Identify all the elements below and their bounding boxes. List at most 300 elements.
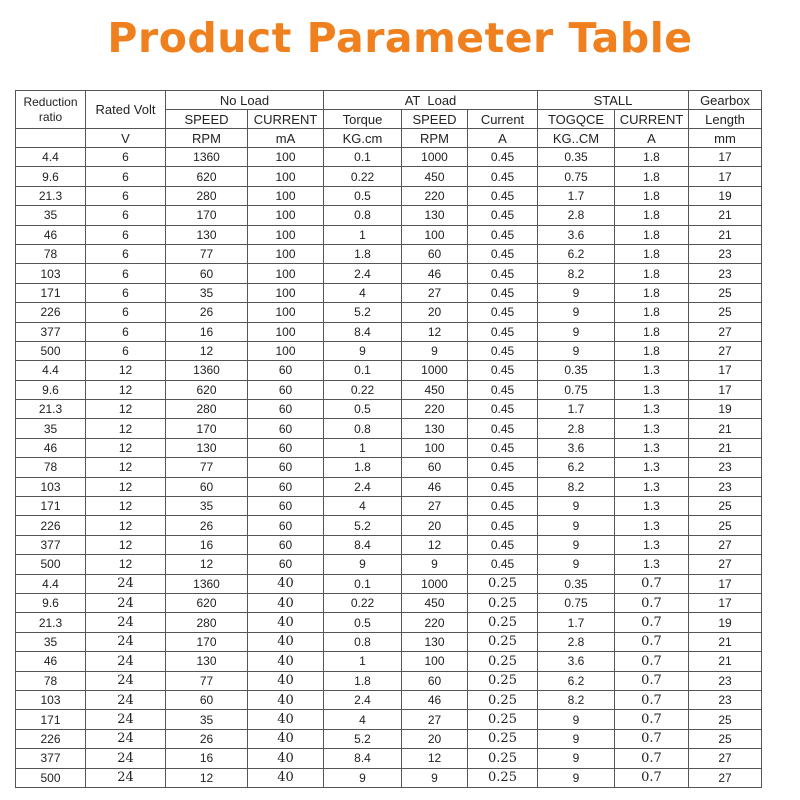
col-header-stall-torque: TOGQCE	[538, 110, 615, 129]
unit-cell-stall-current: A	[615, 129, 689, 148]
cell-reduction-ratio: 4.4	[16, 361, 86, 380]
cell-rated-volt: 24	[86, 632, 166, 651]
cell-no-load-current: 40	[248, 574, 324, 593]
cell-at-load-speed: 60	[402, 458, 468, 477]
cell-at-load-speed: 1000	[402, 574, 468, 593]
cell-at-load-current: 0.45	[468, 458, 538, 477]
cell-at-load-speed: 130	[402, 419, 468, 438]
group-header-stall: STALL	[538, 91, 689, 110]
cell-stall-torque: 9	[538, 497, 615, 516]
table-row	[16, 303, 762, 322]
cell-reduction-ratio: 500	[16, 341, 86, 360]
cell-stall-torque: 0.35	[538, 148, 615, 167]
unit-cell-no-load-current: mA	[248, 129, 324, 148]
cell-gearbox-length: 17	[689, 167, 762, 186]
cell-at-load-speed: 220	[402, 613, 468, 632]
cell-stall-torque: 9	[538, 749, 615, 768]
cell-rated-volt: 12	[86, 380, 166, 399]
col-header-rated-volt: Rated Volt	[86, 91, 166, 129]
cell-reduction-ratio: 35	[16, 632, 86, 651]
cell-at-load-speed: 450	[402, 167, 468, 186]
cell-reduction-ratio: 9.6	[16, 167, 86, 186]
unit-cell-length: mm	[689, 129, 762, 148]
cell-no-load-speed: 60	[166, 264, 248, 283]
cell-torque: 5.2	[324, 516, 402, 535]
cell-at-load-current: 0.25	[468, 613, 538, 632]
cell-reduction-ratio: 35	[16, 206, 86, 225]
cell-gearbox-length: 21	[689, 419, 762, 438]
cell-reduction-ratio: 21.3	[16, 400, 86, 419]
cell-no-load-current: 60	[248, 361, 324, 380]
cell-at-load-current: 0.45	[468, 322, 538, 341]
cell-no-load-speed: 170	[166, 419, 248, 438]
cell-stall-current: 1.8	[615, 322, 689, 341]
cell-stall-current: 1.8	[615, 341, 689, 360]
table-row	[16, 574, 762, 593]
cell-stall-torque: 6.2	[538, 458, 615, 477]
cell-no-load-speed: 620	[166, 593, 248, 612]
group-header-no-load: No Load	[166, 91, 324, 110]
cell-no-load-speed: 620	[166, 380, 248, 399]
cell-no-load-speed: 26	[166, 729, 248, 748]
table-row	[16, 244, 762, 263]
cell-torque: 4	[324, 497, 402, 516]
cell-gearbox-length: 21	[689, 438, 762, 457]
cell-no-load-speed: 12	[166, 341, 248, 360]
cell-no-load-current: 40	[248, 652, 324, 671]
cell-at-load-speed: 46	[402, 264, 468, 283]
table-row	[16, 613, 762, 632]
cell-rated-volt: 6	[86, 225, 166, 244]
cell-stall-current: 1.8	[615, 186, 689, 205]
cell-torque: 5.2	[324, 303, 402, 322]
cell-no-load-speed: 26	[166, 303, 248, 322]
table-row	[16, 768, 762, 787]
cell-reduction-ratio: 500	[16, 555, 86, 574]
cell-at-load-speed: 1000	[402, 361, 468, 380]
cell-torque: 8.4	[324, 535, 402, 554]
cell-at-load-speed: 220	[402, 400, 468, 419]
cell-gearbox-length: 27	[689, 555, 762, 574]
table-row	[16, 361, 762, 380]
cell-stall-current: 0.7	[615, 729, 689, 748]
cell-rated-volt: 12	[86, 361, 166, 380]
cell-at-load-current: 0.45	[468, 477, 538, 496]
cell-at-load-speed: 9	[402, 341, 468, 360]
cell-stall-torque: 2.8	[538, 632, 615, 651]
cell-torque: 0.22	[324, 380, 402, 399]
group-header-gearbox: Gearbox	[689, 91, 762, 110]
cell-stall-current: 1.3	[615, 535, 689, 554]
cell-stall-torque: 9	[538, 729, 615, 748]
cell-rated-volt: 12	[86, 497, 166, 516]
cell-torque: 9	[324, 341, 402, 360]
cell-torque: 1.8	[324, 458, 402, 477]
cell-rated-volt: 12	[86, 516, 166, 535]
cell-stall-current: 0.7	[615, 574, 689, 593]
header-row-groups	[16, 91, 762, 110]
cell-at-load-current: 0.45	[468, 186, 538, 205]
cell-stall-torque: 9	[538, 768, 615, 787]
cell-at-load-current: 0.25	[468, 690, 538, 709]
cell-no-load-current: 100	[248, 264, 324, 283]
cell-at-load-speed: 450	[402, 593, 468, 612]
table-header	[16, 91, 762, 148]
cell-stall-current: 0.7	[615, 671, 689, 690]
table-row	[16, 710, 762, 729]
cell-stall-torque: 1.7	[538, 400, 615, 419]
cell-no-load-current: 60	[248, 535, 324, 554]
table-row	[16, 671, 762, 690]
cell-stall-current: 1.8	[615, 225, 689, 244]
col-header-length: Length	[689, 110, 762, 129]
cell-stall-current: 1.3	[615, 438, 689, 457]
col-header-no-load-speed: SPEED	[166, 110, 248, 129]
cell-no-load-current: 40	[248, 632, 324, 651]
cell-reduction-ratio: 9.6	[16, 380, 86, 399]
table-row	[16, 380, 762, 399]
cell-no-load-speed: 16	[166, 322, 248, 341]
table-row	[16, 477, 762, 496]
cell-at-load-speed: 130	[402, 632, 468, 651]
cell-rated-volt: 24	[86, 613, 166, 632]
cell-no-load-current: 100	[248, 225, 324, 244]
cell-at-load-current: 0.45	[468, 225, 538, 244]
cell-no-load-speed: 16	[166, 535, 248, 554]
cell-torque: 1.8	[324, 671, 402, 690]
cell-stall-current: 1.3	[615, 477, 689, 496]
cell-at-load-speed: 12	[402, 535, 468, 554]
cell-no-load-speed: 60	[166, 690, 248, 709]
cell-torque: 0.1	[324, 574, 402, 593]
table-row	[16, 690, 762, 709]
cell-reduction-ratio: 171	[16, 283, 86, 302]
cell-rated-volt: 6	[86, 341, 166, 360]
unit-cell-stall-torque: KG..CM	[538, 129, 615, 148]
cell-rated-volt: 24	[86, 593, 166, 612]
col-header-torque: Torque	[324, 110, 402, 129]
unit-cell-torque: KG.cm	[324, 129, 402, 148]
cell-reduction-ratio: 21.3	[16, 186, 86, 205]
cell-stall-current: 0.7	[615, 690, 689, 709]
cell-no-load-speed: 12	[166, 768, 248, 787]
cell-stall-torque: 2.8	[538, 206, 615, 225]
table-row	[16, 632, 762, 651]
cell-gearbox-length: 23	[689, 458, 762, 477]
unit-cell-at-load-speed: RPM	[402, 129, 468, 148]
cell-no-load-speed: 26	[166, 516, 248, 535]
cell-at-load-current: 0.45	[468, 555, 538, 574]
cell-reduction-ratio: 46	[16, 652, 86, 671]
cell-at-load-current: 0.45	[468, 361, 538, 380]
cell-at-load-current: 0.25	[468, 749, 538, 768]
cell-no-load-current: 100	[248, 322, 324, 341]
cell-rated-volt: 24	[86, 574, 166, 593]
cell-at-load-current: 0.45	[468, 400, 538, 419]
cell-gearbox-length: 17	[689, 148, 762, 167]
cell-stall-torque: 8.2	[538, 690, 615, 709]
cell-reduction-ratio: 226	[16, 516, 86, 535]
cell-rated-volt: 12	[86, 419, 166, 438]
cell-stall-torque: 9	[538, 283, 615, 302]
cell-no-load-current: 60	[248, 497, 324, 516]
cell-at-load-current: 0.45	[468, 148, 538, 167]
cell-no-load-speed: 1360	[166, 574, 248, 593]
cell-gearbox-length: 19	[689, 613, 762, 632]
cell-no-load-current: 100	[248, 186, 324, 205]
table-row	[16, 283, 762, 302]
cell-at-load-current: 0.45	[468, 341, 538, 360]
cell-torque: 4	[324, 710, 402, 729]
cell-stall-current: 1.8	[615, 264, 689, 283]
cell-torque: 1.8	[324, 244, 402, 263]
cell-no-load-current: 40	[248, 749, 324, 768]
cell-reduction-ratio: 46	[16, 438, 86, 457]
cell-no-load-speed: 280	[166, 400, 248, 419]
cell-no-load-current: 40	[248, 710, 324, 729]
cell-stall-torque: 3.6	[538, 438, 615, 457]
cell-torque: 2.4	[324, 477, 402, 496]
header-row-units	[16, 129, 762, 148]
cell-stall-torque: 9	[538, 535, 615, 554]
cell-stall-current: 1.8	[615, 244, 689, 263]
cell-stall-current: 1.8	[615, 206, 689, 225]
cell-at-load-current: 0.25	[468, 671, 538, 690]
cell-no-load-current: 40	[248, 593, 324, 612]
cell-stall-current: 1.3	[615, 458, 689, 477]
cell-torque: 5.2	[324, 729, 402, 748]
cell-stall-torque: 8.2	[538, 264, 615, 283]
cell-stall-torque: 0.75	[538, 593, 615, 612]
cell-gearbox-length: 23	[689, 264, 762, 283]
cell-no-load-current: 60	[248, 438, 324, 457]
cell-stall-current: 1.3	[615, 516, 689, 535]
cell-reduction-ratio: 4.4	[16, 574, 86, 593]
cell-stall-torque: 6.2	[538, 671, 615, 690]
cell-at-load-current: 0.25	[468, 593, 538, 612]
cell-no-load-speed: 280	[166, 613, 248, 632]
cell-rated-volt: 12	[86, 477, 166, 496]
cell-at-load-speed: 27	[402, 497, 468, 516]
cell-gearbox-length: 23	[689, 690, 762, 709]
cell-gearbox-length: 19	[689, 400, 762, 419]
table-row	[16, 148, 762, 167]
cell-gearbox-length: 21	[689, 225, 762, 244]
cell-stall-current: 0.7	[615, 593, 689, 612]
cell-rated-volt: 6	[86, 283, 166, 302]
cell-rated-volt: 6	[86, 148, 166, 167]
cell-rated-volt: 24	[86, 768, 166, 787]
cell-reduction-ratio: 103	[16, 477, 86, 496]
cell-gearbox-length: 23	[689, 244, 762, 263]
cell-no-load-speed: 130	[166, 438, 248, 457]
cell-gearbox-length: 25	[689, 729, 762, 748]
cell-no-load-speed: 60	[166, 477, 248, 496]
cell-at-load-speed: 60	[402, 671, 468, 690]
cell-no-load-current: 100	[248, 148, 324, 167]
cell-gearbox-length: 17	[689, 574, 762, 593]
cell-stall-current: 0.7	[615, 710, 689, 729]
cell-at-load-speed: 20	[402, 516, 468, 535]
cell-rated-volt: 6	[86, 264, 166, 283]
cell-at-load-current: 0.25	[468, 652, 538, 671]
cell-no-load-current: 100	[248, 167, 324, 186]
cell-rated-volt: 24	[86, 690, 166, 709]
cell-stall-torque: 3.6	[538, 652, 615, 671]
cell-gearbox-length: 27	[689, 535, 762, 554]
cell-rated-volt: 24	[86, 652, 166, 671]
unit-cell-volt: V	[86, 129, 166, 148]
cell-stall-current: 0.7	[615, 749, 689, 768]
cell-gearbox-length: 27	[689, 341, 762, 360]
cell-no-load-current: 60	[248, 400, 324, 419]
cell-at-load-current: 0.45	[468, 516, 538, 535]
cell-reduction-ratio: 46	[16, 225, 86, 244]
parameter-table	[15, 90, 762, 788]
cell-no-load-speed: 130	[166, 225, 248, 244]
cell-stall-current: 1.3	[615, 555, 689, 574]
cell-reduction-ratio: 171	[16, 497, 86, 516]
cell-stall-torque: 2.8	[538, 419, 615, 438]
cell-no-load-speed: 130	[166, 652, 248, 671]
cell-reduction-ratio: 377	[16, 535, 86, 554]
cell-no-load-current: 60	[248, 477, 324, 496]
table-row	[16, 419, 762, 438]
cell-torque: 0.1	[324, 361, 402, 380]
cell-reduction-ratio: 21.3	[16, 613, 86, 632]
cell-gearbox-length: 19	[689, 186, 762, 205]
cell-no-load-speed: 1360	[166, 361, 248, 380]
cell-no-load-current: 40	[248, 768, 324, 787]
cell-stall-torque: 9	[538, 322, 615, 341]
cell-gearbox-length: 21	[689, 206, 762, 225]
cell-stall-torque: 0.35	[538, 361, 615, 380]
cell-reduction-ratio: 35	[16, 419, 86, 438]
cell-at-load-current: 0.45	[468, 244, 538, 263]
cell-at-load-current: 0.25	[468, 574, 538, 593]
cell-reduction-ratio: 226	[16, 303, 86, 322]
cell-rated-volt: 12	[86, 438, 166, 457]
cell-no-load-speed: 35	[166, 497, 248, 516]
group-header-at-load: AT Load	[324, 91, 538, 110]
cell-at-load-speed: 100	[402, 438, 468, 457]
cell-gearbox-length: 23	[689, 671, 762, 690]
cell-at-load-speed: 46	[402, 690, 468, 709]
cell-at-load-speed: 12	[402, 322, 468, 341]
cell-no-load-current: 60	[248, 380, 324, 399]
cell-at-load-speed: 27	[402, 710, 468, 729]
cell-torque: 1	[324, 225, 402, 244]
cell-at-load-current: 0.45	[468, 167, 538, 186]
cell-no-load-current: 40	[248, 729, 324, 748]
col-header-at-load-current: Current	[468, 110, 538, 129]
table-row	[16, 652, 762, 671]
unit-cell-no-load-speed: RPM	[166, 129, 248, 148]
table-row	[16, 458, 762, 477]
cell-no-load-current: 100	[248, 341, 324, 360]
cell-at-load-speed: 60	[402, 244, 468, 263]
page-title: Product Parameter Table	[107, 14, 693, 62]
cell-rated-volt: 12	[86, 458, 166, 477]
cell-torque: 0.5	[324, 400, 402, 419]
cell-stall-current: 0.7	[615, 768, 689, 787]
cell-torque: 9	[324, 768, 402, 787]
cell-at-load-current: 0.45	[468, 497, 538, 516]
cell-at-load-speed: 12	[402, 749, 468, 768]
cell-no-load-current: 40	[248, 671, 324, 690]
cell-no-load-current: 100	[248, 303, 324, 322]
cell-stall-torque: 1.7	[538, 186, 615, 205]
cell-at-load-current: 0.25	[468, 632, 538, 651]
cell-stall-torque: 9	[538, 516, 615, 535]
col-header-reduction-ratio: Reduction ratio	[16, 91, 86, 129]
cell-no-load-speed: 280	[166, 186, 248, 205]
cell-at-load-current: 0.45	[468, 438, 538, 457]
cell-rated-volt: 24	[86, 671, 166, 690]
cell-stall-current: 1.8	[615, 148, 689, 167]
cell-reduction-ratio: 103	[16, 264, 86, 283]
cell-rated-volt: 12	[86, 555, 166, 574]
cell-no-load-speed: 1360	[166, 148, 248, 167]
cell-at-load-speed: 20	[402, 729, 468, 748]
table-row	[16, 516, 762, 535]
cell-no-load-speed: 77	[166, 458, 248, 477]
cell-stall-current: 1.8	[615, 283, 689, 302]
cell-rated-volt: 6	[86, 186, 166, 205]
cell-stall-torque: 3.6	[538, 225, 615, 244]
cell-no-load-current: 100	[248, 244, 324, 263]
cell-gearbox-length: 27	[689, 749, 762, 768]
col-header-no-load-current: CURRENT	[248, 110, 324, 129]
table-row	[16, 749, 762, 768]
cell-stall-torque: 0.35	[538, 574, 615, 593]
cell-at-load-current: 0.45	[468, 380, 538, 399]
cell-at-load-current: 0.25	[468, 768, 538, 787]
cell-at-load-speed: 100	[402, 652, 468, 671]
cell-torque: 0.8	[324, 419, 402, 438]
cell-reduction-ratio: 4.4	[16, 148, 86, 167]
table-row	[16, 497, 762, 516]
cell-no-load-current: 60	[248, 516, 324, 535]
cell-gearbox-length: 23	[689, 477, 762, 496]
cell-stall-current: 1.3	[615, 497, 689, 516]
cell-rated-volt: 24	[86, 749, 166, 768]
cell-no-load-speed: 77	[166, 671, 248, 690]
table-row	[16, 535, 762, 554]
cell-at-load-current: 0.45	[468, 303, 538, 322]
table-body	[16, 148, 762, 788]
cell-stall-torque: 9	[538, 710, 615, 729]
cell-torque: 0.5	[324, 613, 402, 632]
cell-reduction-ratio: 9.6	[16, 593, 86, 612]
cell-reduction-ratio: 171	[16, 710, 86, 729]
cell-no-load-speed: 77	[166, 244, 248, 263]
cell-torque: 0.1	[324, 148, 402, 167]
cell-reduction-ratio: 377	[16, 322, 86, 341]
cell-no-load-current: 60	[248, 458, 324, 477]
cell-at-load-speed: 27	[402, 283, 468, 302]
cell-reduction-ratio: 226	[16, 729, 86, 748]
cell-rated-volt: 24	[86, 729, 166, 748]
cell-rated-volt: 12	[86, 535, 166, 554]
cell-torque: 1	[324, 438, 402, 457]
cell-at-load-current: 0.45	[468, 206, 538, 225]
cell-gearbox-length: 17	[689, 593, 762, 612]
cell-torque: 0.8	[324, 206, 402, 225]
cell-rated-volt: 6	[86, 303, 166, 322]
cell-reduction-ratio: 103	[16, 690, 86, 709]
cell-at-load-speed: 450	[402, 380, 468, 399]
